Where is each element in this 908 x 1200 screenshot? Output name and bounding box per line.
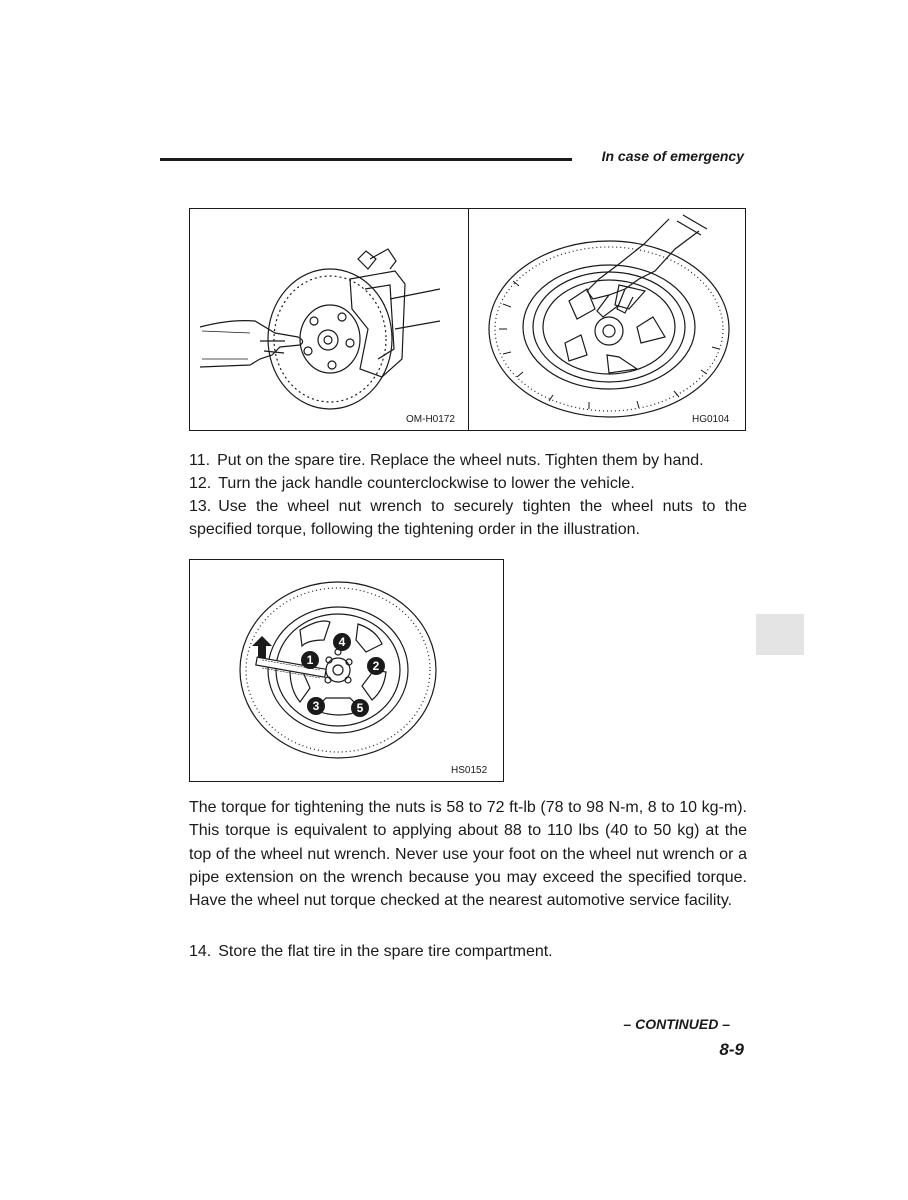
tightening-order-figure bbox=[189, 559, 504, 782]
step-12: 12. Turn the jack handle counterclockwise to lower the vehicle. bbox=[189, 475, 635, 492]
wheel-nut-tightening-order-illustration bbox=[190, 560, 503, 781]
order-label-2: 2 bbox=[372, 659, 380, 673]
hand-on-spare-tire-illustration bbox=[469, 209, 746, 430]
order-label-4: 4 bbox=[338, 635, 346, 649]
step-13: 13. Use the wheel nut wrench to securely tighten the wheel nuts to the specified torque, following the tightening order in the illustration. bbox=[189, 498, 747, 538]
torque-paragraph: The torque for tightening the nuts is 58 to 72 ft-lb (78 to 98 N-m, 8 to 10 kg-m). This torque is equivalent to applying about 88 to 110 lbs (40 to 50 kg) at the top of the wheel nut wrench. Never use your foot on the wheel nut wrench or a pipe extension on the wrench because you may exceed the specified torque. Have the wheel nut torque checked at the nearest automotive service facility. bbox=[189, 799, 747, 910]
section-title: In case of emergency bbox=[601, 148, 744, 164]
step-14: 14. Store the flat tire in the spare tire compartment. bbox=[189, 943, 553, 960]
header-rule bbox=[160, 158, 572, 161]
hand-on-brake-rotor-illustration bbox=[190, 209, 468, 430]
order-label-3: 3 bbox=[312, 699, 320, 713]
step-11: 11. Put on the spare tire. Replace the wheel nuts. Tighten them by hand. bbox=[189, 452, 704, 469]
order-label-5: 5 bbox=[356, 701, 364, 715]
figure-code-right: HG0104 bbox=[692, 414, 730, 425]
figure-code-left: OM-H0172 bbox=[406, 414, 455, 425]
figure-code-wrench: HS0152 bbox=[451, 765, 488, 776]
page-number: 8-9 bbox=[719, 1040, 744, 1059]
top-figure-panel bbox=[189, 208, 746, 431]
continued-label: – CONTINUED – bbox=[623, 1016, 730, 1032]
chapter-tab-marker bbox=[756, 614, 804, 655]
order-label-1: 1 bbox=[306, 653, 314, 667]
steps-list bbox=[189, 449, 747, 541]
